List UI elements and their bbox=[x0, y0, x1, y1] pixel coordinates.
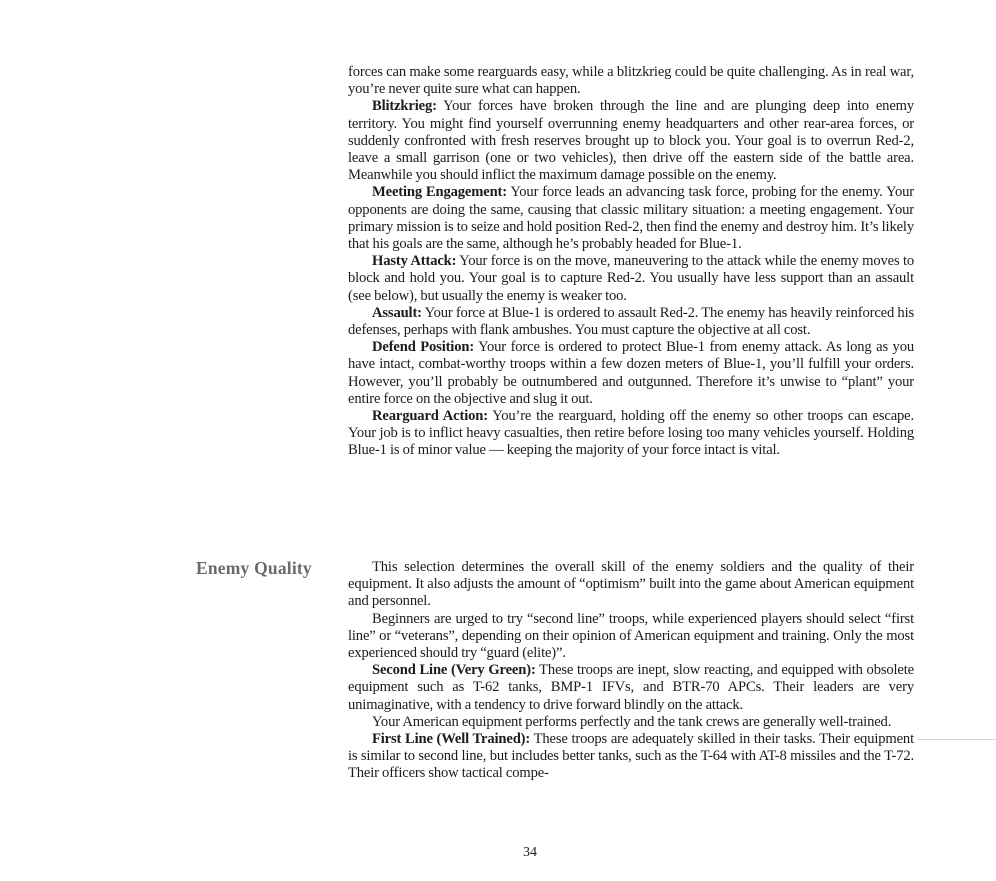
page-number-text: 34 bbox=[523, 845, 537, 860]
paragraph-defend-position bbox=[348, 339, 914, 408]
term-meeting-engagement: Meeting Engagement: bbox=[372, 184, 507, 201]
rules-text-column bbox=[348, 64, 914, 460]
paragraph-continuation: forces can make some rearguards easy, while a blitzkrieg could be quite challenging. As in real war, you’re never quite sure what can happen. bbox=[348, 64, 914, 98]
desc-assault: Your force at Blue-1 is ordered to assault Red-2. The enemy has heavily reinforced his defenses, perhaps with flank ambushes. You must capture the objective at all cost. bbox=[348, 304, 914, 339]
page-number bbox=[0, 845, 996, 861]
paragraph-hasty-attack bbox=[348, 253, 914, 305]
paragraph-assault bbox=[348, 305, 914, 339]
desc-defend-position: Your force is ordered to protect Blue-1 from enemy attack. As long as you have intact, combat-worthy troops within a few dozen meters of Blue-1, you’ll fulfill your orders. However, you’ll probably be outnumbered and outgunned. Therefore it’s unwise to “plant” your entire force on the objective and slug it out. bbox=[348, 339, 914, 407]
paragraph-rearguard-action bbox=[348, 408, 914, 460]
term-assault: Assault: bbox=[372, 304, 422, 321]
paragraph-enemy-quality-intro: This selection determines the overall skill of the enemy soldiers and the quality of their equipment. It also adjusts the amount of “optimism” built into the game about American equipment and personnel. bbox=[348, 559, 914, 610]
paragraph-meeting-engagement bbox=[348, 184, 914, 253]
desc-first-line: These troops are adequately skilled in their tasks. Their equipment is similar to second line, but includes better tanks, such as the T-64 with AT-8 missiles and the T-72. Their officers show tactical compe- bbox=[348, 731, 914, 782]
paragraph-blitzkrieg bbox=[348, 98, 914, 184]
term-first-line: First Line (Well Trained): bbox=[372, 731, 531, 748]
scan-edge-line bbox=[918, 739, 996, 740]
desc-hasty-attack: Your force is on the move, maneuvering to the attack while the enemy moves to block and hold you. Your goal is to capture Red-2. You usually have less support than an assault (see below), but usually the enemy is weaker too. bbox=[348, 253, 914, 304]
term-rearguard-action: Rearguard Action: bbox=[372, 408, 488, 425]
term-blitzkrieg: Blitzkrieg: bbox=[372, 98, 437, 115]
paragraph-first-line bbox=[348, 731, 914, 783]
paragraph-american-equipment: Your American equipment performs perfectly and the tank crews are generally well-trained. bbox=[372, 713, 892, 730]
term-hasty-attack: Hasty Attack: bbox=[372, 253, 457, 270]
term-defend-position: Defend Position: bbox=[372, 339, 475, 356]
section-heading-enemy-quality: Enemy Quality bbox=[196, 558, 312, 578]
paragraph-second-line bbox=[348, 662, 914, 714]
desc-meeting-engagement: Your force leads an advancing task force, probing for the enemy. Your opponents are doing the same, causing that classic military situation: a meeting engagement. Your primary mission is to seize and hold position Red-2, then find the enemy and destroy him. It’s likely that his goals are the same, although he’s probably headed for Blue-1. bbox=[348, 184, 914, 253]
desc-second-line: These troops are inept, slow reacting, and equipped with obsolete equipment such as T-62 tanks, BMP-1 IFVs, and BTR-70 APCs. Their leaders are very unimaginative, with a tendency to drive forward blindly on the attack. bbox=[348, 662, 914, 713]
paragraph-beginners: Beginners are urged to try “second line” troops, while experienced players should select “first line” or “veterans”, depending on their opinion of American equipment and training. Only the most experienced should try “guard (elite)”. bbox=[348, 610, 914, 662]
term-second-line: Second Line (Very Green): bbox=[372, 662, 536, 679]
enemy-quality-text-column bbox=[348, 559, 914, 783]
desc-blitzkrieg: Your forces have broken through the line and are plunging deep into enemy territory. You might find yourself overrunning enemy headquarters and other rear-area forces, or suddenly confronted with fresh reserves brought up to block you. Your goal is to overrun Red-2, leave a small garrison (one or two vehicles), then drive off the eastern side of the battle area. Meanwhile you should inflict the maximum damage possible on the enemy. bbox=[348, 98, 914, 184]
desc-rearguard-action: You’re the rearguard, holding off the enemy so other troops can escape. Your job is to inflict heavy casualties, then retire before losing too many vehicles yourself. Holding Blue-1 is of minor value — keeping the majority of your force intact is vital. bbox=[348, 408, 914, 459]
